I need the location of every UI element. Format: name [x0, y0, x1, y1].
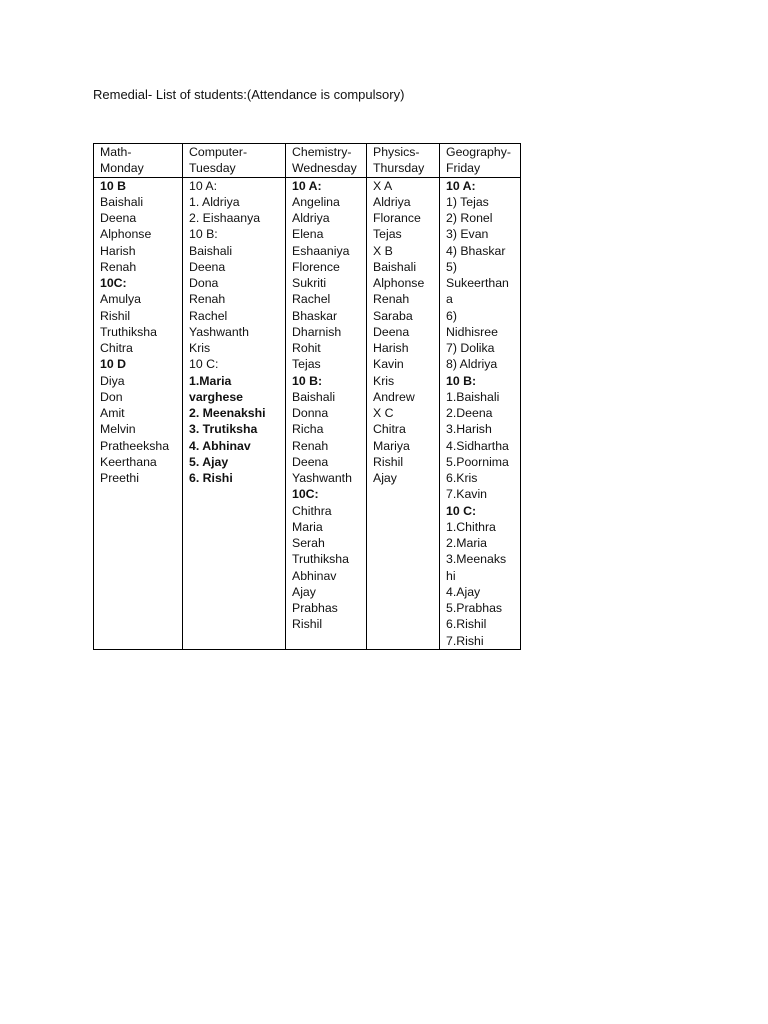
student-name: 2. Eishaanya: [189, 211, 261, 225]
class-section-label: 1.Maria: [189, 373, 232, 388]
header-row: [94, 144, 521, 178]
student-name: hi: [446, 568, 456, 583]
student-name: 7.Rishi: [446, 633, 484, 648]
student-name: Florance: [373, 211, 421, 225]
student-name: Diya: [100, 373, 125, 388]
header-subject: Computer-: [189, 145, 248, 159]
class-section-label: 10 A:: [446, 178, 476, 193]
student-name: 5): [446, 259, 457, 274]
student-name: 1.Baishali: [446, 389, 500, 404]
table-body: [94, 177, 521, 649]
student-name: Kris: [189, 341, 211, 355]
student-name: 1. Aldriya: [189, 194, 240, 209]
student-list-row: [94, 177, 521, 649]
student-name: Chithra: [292, 503, 332, 518]
student-name: 2.Maria: [446, 536, 488, 550]
student-name: Yashwanth: [189, 324, 249, 339]
header-day: Thursday: [373, 161, 425, 176]
student-name: 7) Dolika: [446, 341, 495, 355]
header-cell-geography: [440, 144, 521, 178]
student-name: Maria: [292, 519, 323, 534]
student-name: Renah: [373, 292, 410, 307]
page-title: Remedial- List of students:(Attendance is compulsory): [93, 87, 405, 102]
class-section-label: 10 C:: [446, 503, 477, 518]
student-name: X B: [373, 243, 393, 258]
student-name: Rishil: [100, 308, 131, 323]
header-day: Friday: [446, 161, 481, 176]
student-name: Deena: [100, 211, 137, 225]
class-section-label: 4. Abhinav: [189, 438, 251, 453]
student-name: 3.Harish: [446, 422, 492, 437]
class-section-label: 2. Meenakshi: [189, 406, 266, 420]
student-name: 4.Ajay: [446, 584, 481, 599]
math-student-list: [94, 177, 183, 649]
header-subject: Physics-: [373, 145, 420, 159]
student-name: 1.Chithra: [446, 519, 496, 534]
student-name: X C: [373, 406, 394, 420]
student-name: 2) Ronel: [446, 211, 493, 225]
student-name: Preethi: [100, 471, 139, 485]
student-name: Eshaaniya: [292, 243, 350, 258]
student-name: Rishil: [373, 454, 404, 469]
class-section-label: 10 A:: [292, 178, 322, 193]
student-name: Deena: [189, 259, 226, 274]
student-name: Baishali: [189, 243, 233, 258]
computer-student-list: [183, 177, 286, 649]
student-name: Ajay: [292, 584, 316, 599]
student-name: 10 A:: [189, 178, 218, 193]
student-name: Serah: [292, 536, 325, 550]
student-name: 6.Rishil: [446, 617, 487, 632]
header-day: Monday: [100, 161, 144, 176]
student-name: 3) Evan: [446, 227, 489, 242]
student-name: Saraba: [373, 308, 413, 323]
student-name: Melvin: [100, 422, 136, 437]
student-name: Donna: [292, 406, 329, 420]
student-name: Abhinav: [292, 568, 337, 583]
student-name: Alphonse: [373, 276, 425, 290]
class-section-label: 10 B:: [292, 373, 323, 388]
student-name: Renah: [292, 438, 329, 453]
student-name: Aldriya: [373, 194, 411, 209]
header-cell-physics: [367, 144, 440, 178]
student-name: Alphonse: [100, 227, 152, 242]
student-name: Rishil: [292, 617, 323, 632]
student-name: Ajay: [373, 471, 397, 485]
student-name: Mariya: [373, 438, 410, 453]
student-name: 7.Kavin: [446, 487, 488, 502]
student-name: Sukeerthan: [446, 276, 509, 290]
geography-student-list: [440, 177, 521, 649]
header-day: Tuesday: [189, 161, 236, 176]
header-cell-math: [94, 144, 183, 178]
student-name: 8) Aldriya: [446, 357, 498, 372]
student-name: X A: [373, 178, 393, 193]
student-name: Truthiksha: [100, 324, 157, 339]
table-header: [94, 144, 521, 178]
physics-student-list: [367, 177, 440, 649]
student-name: 1) Tejas: [446, 194, 489, 209]
student-name: Florence: [292, 259, 340, 274]
student-name: Harish: [373, 341, 409, 355]
student-name: Dharnish: [292, 324, 342, 339]
student-name: Truthiksha: [292, 552, 349, 567]
header-cell-computer: [183, 144, 286, 178]
student-name: Baishali: [100, 194, 144, 209]
student-name: Chitra: [100, 341, 133, 355]
student-name: Tejas: [373, 227, 402, 242]
class-section-label: 10C:: [292, 487, 319, 502]
remedial-schedule-table: [93, 143, 521, 650]
student-name: 6): [446, 308, 457, 323]
student-name: 3.Meenaks: [446, 552, 507, 567]
class-section-label: 5. Ajay: [189, 454, 229, 469]
class-section-label: 3. Trutiksha: [189, 422, 258, 437]
student-name: Richa: [292, 422, 324, 437]
class-section-label: varghese: [189, 389, 244, 404]
student-name: a: [446, 292, 453, 307]
student-name: Pratheeksha: [100, 438, 170, 453]
student-name: Kris: [373, 373, 395, 388]
student-name: Rachel: [189, 308, 228, 323]
student-name: Keerthana: [100, 454, 157, 469]
student-name: 5.Poornima: [446, 454, 509, 469]
class-section-label: 10C:: [100, 276, 127, 290]
header-subject: Chemistry-: [292, 145, 352, 159]
class-section-label: 10 B: [100, 178, 126, 193]
student-name: Renah: [189, 292, 226, 307]
class-section-label: 10 D: [100, 357, 126, 372]
student-name: Prabhas: [292, 601, 338, 615]
student-name: 5.Prabhas: [446, 601, 503, 615]
student-name: Elena: [292, 227, 324, 242]
student-name: Chitra: [373, 422, 406, 437]
student-name: 4.Sidhartha: [446, 438, 509, 453]
student-name: Harish: [100, 243, 136, 258]
student-name: 4) Bhaskar: [446, 243, 506, 258]
student-name: Nidhisree: [446, 324, 498, 339]
student-name: Rachel: [292, 292, 331, 307]
header-subject: Math-: [100, 145, 132, 159]
student-name: Andrew: [373, 389, 415, 404]
header-cell-chemistry: [286, 144, 367, 178]
student-name: Aldriya: [292, 211, 330, 225]
student-name: 6.Kris: [446, 471, 478, 485]
student-name: Dona: [189, 276, 219, 290]
student-name: Kavin: [373, 357, 404, 372]
student-name: Don: [100, 389, 123, 404]
student-name: Amulya: [100, 292, 142, 307]
student-name: Tejas: [292, 357, 321, 372]
student-name: Bhaskar: [292, 308, 338, 323]
student-name: Baishali: [292, 389, 336, 404]
student-name: Angelina: [292, 194, 340, 209]
student-name: Rohit: [292, 341, 321, 355]
student-name: Baishali: [373, 259, 417, 274]
chemistry-student-list: [286, 177, 367, 649]
header-day: Wednesday: [292, 161, 357, 176]
header-subject: Geography-: [446, 145, 511, 159]
class-section-label: 10 B:: [446, 373, 477, 388]
student-name: Deena: [373, 324, 410, 339]
class-section-label: 6. Rishi: [189, 471, 233, 485]
student-name: 10 C:: [189, 357, 219, 372]
student-name: 2.Deena: [446, 406, 493, 420]
student-name: Renah: [100, 259, 137, 274]
student-name: Deena: [292, 454, 329, 469]
student-name: 10 B:: [189, 227, 218, 242]
student-name: Amit: [100, 406, 125, 420]
student-name: Sukriti: [292, 276, 327, 290]
student-name: Yashwanth: [292, 471, 352, 485]
